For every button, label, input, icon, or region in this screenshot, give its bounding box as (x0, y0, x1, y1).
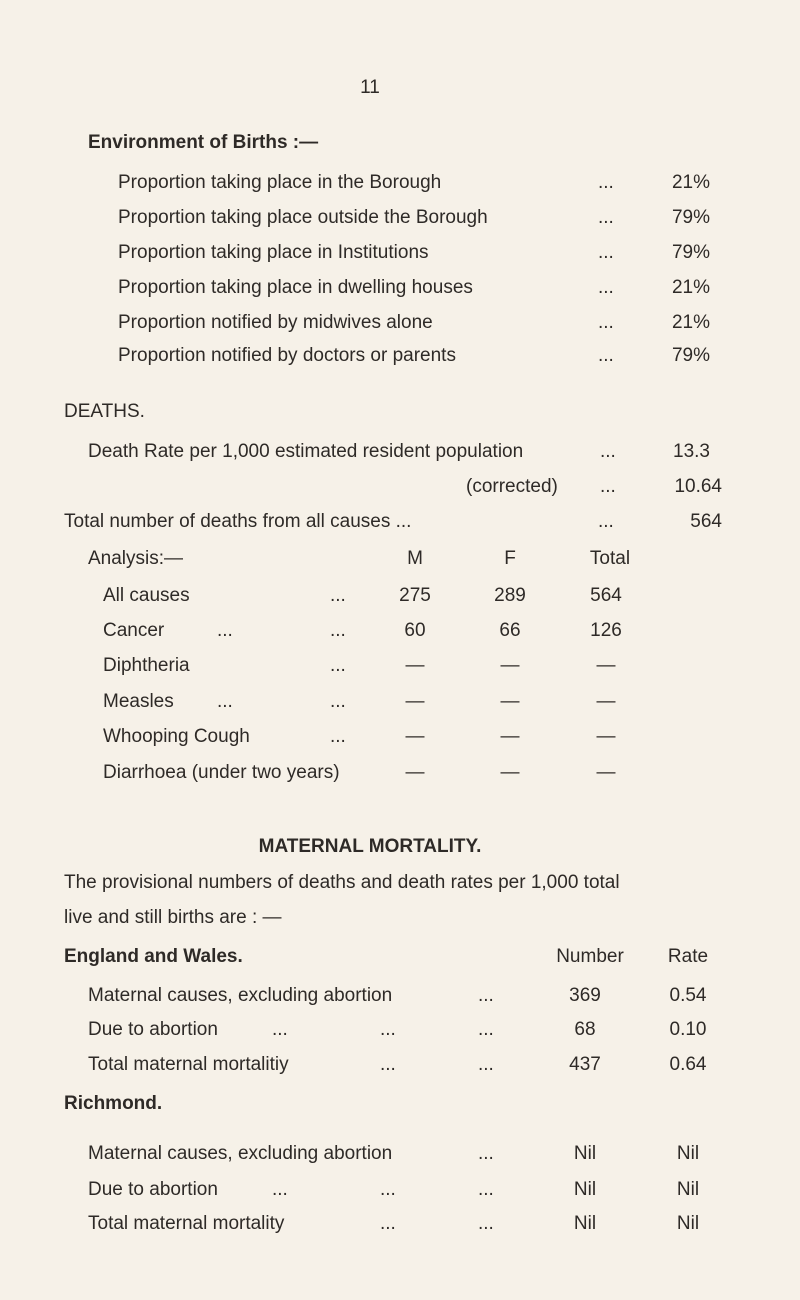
births-row-label: Proportion taking place outside the Borough (118, 207, 488, 228)
leader-dots: ... (598, 277, 614, 298)
analysis-f: 66 (499, 620, 521, 641)
leader-dots: ... (330, 655, 346, 676)
maternal-number: Nil (573, 1213, 597, 1234)
leader-dots: ... (217, 620, 233, 641)
births-row-label: Proportion notified by midwives alone (118, 312, 433, 333)
analysis-f: — (500, 762, 520, 783)
analysis-m: — (405, 762, 425, 783)
maternal-row-label: Total maternal mortality (88, 1213, 285, 1234)
leader-dots: ... (272, 1179, 288, 1200)
leader-dots: ... (600, 476, 616, 497)
col-header-f: F (504, 548, 516, 569)
analysis-total: 564 (590, 585, 622, 606)
maternal-row-label: Maternal causes, excluding abortion (88, 1143, 393, 1164)
leader-dots: ... (330, 585, 346, 606)
col-header-m: M (407, 548, 423, 569)
analysis-row-label: Measles (103, 691, 174, 712)
maternal-row-label: Maternal causes, excluding abortion (88, 985, 393, 1006)
analysis-f: — (500, 691, 520, 712)
maternal-rate: 0.54 (669, 985, 707, 1006)
deaths-heading: DEATHS. (64, 401, 145, 422)
births-row-value: 79% (671, 345, 710, 366)
analysis-total: — (596, 691, 616, 712)
leader-dots: ... (380, 1054, 396, 1075)
births-row-label: Proportion taking place in dwelling houses (118, 277, 473, 298)
leader-dots: ... (478, 1019, 494, 1040)
leader-dots: ... (600, 441, 616, 462)
maternal-intro-line2: live and still births are : — (64, 907, 282, 928)
leader-dots: ... (272, 1019, 288, 1040)
leader-dots: ... (478, 1179, 494, 1200)
maternal-heading: MATERNAL MORTALITY. (258, 836, 482, 857)
analysis-total: — (596, 726, 616, 747)
leader-dots: ... (598, 242, 614, 263)
analysis-label: Analysis:— (88, 548, 184, 569)
analysis-f: — (500, 655, 520, 676)
leader-dots: ... (380, 1213, 396, 1234)
leader-dots: ... (598, 345, 614, 366)
births-row-value: 21% (671, 312, 710, 333)
analysis-row-label: All causes (103, 585, 190, 606)
col-header-rate: Rate (667, 946, 709, 967)
analysis-m: 275 (399, 585, 431, 606)
maternal-rate: Nil (676, 1213, 700, 1234)
leader-dots: ... (598, 172, 614, 193)
births-row-label: Proportion taking place in Institutions (118, 242, 429, 263)
births-row-value: 21% (671, 172, 710, 193)
leader-dots: ... (598, 312, 614, 333)
maternal-rate: 0.10 (669, 1019, 707, 1040)
maternal-rate: Nil (676, 1143, 700, 1164)
analysis-row-label: Diarrhoea (under two years) (103, 762, 340, 783)
analysis-total: 126 (590, 620, 622, 641)
corrected-label: (corrected) (466, 476, 558, 497)
births-row-label: Proportion notified by doctors or parents (118, 345, 456, 366)
leader-dots: ... (598, 207, 614, 228)
col-header-total: Total (589, 548, 631, 569)
maternal-intro-line1: The provisional numbers of deaths and death rates per 1,000 total (64, 872, 620, 893)
births-row-label: Proportion taking place in the Borough (118, 172, 442, 193)
leader-dots: ... (478, 985, 494, 1006)
england-heading: England and Wales. (64, 946, 243, 967)
richmond-heading: Richmond. (64, 1093, 163, 1114)
leader-dots: ... (330, 691, 346, 712)
page-number: 11 (360, 77, 380, 98)
analysis-m: — (405, 691, 425, 712)
maternal-number: Nil (573, 1179, 597, 1200)
analysis-row-label: Cancer (103, 620, 165, 641)
maternal-number: 369 (569, 985, 601, 1006)
leader-dots: ... (478, 1054, 494, 1075)
total-deaths-label: Total number of deaths from all causes ... (64, 511, 412, 532)
births-heading: Environment of Births :— (88, 132, 319, 153)
corrected-value: 10.64 (674, 476, 722, 497)
maternal-number: 68 (574, 1019, 596, 1040)
col-header-number: Number (556, 946, 624, 967)
maternal-row-label: Due to abortion (88, 1179, 218, 1200)
leader-dots: ... (330, 620, 346, 641)
leader-dots: ... (598, 511, 614, 532)
analysis-row-label: Diphtheria (103, 655, 190, 676)
leader-dots: ... (380, 1179, 396, 1200)
analysis-m: 60 (404, 620, 426, 641)
analysis-m: — (405, 655, 425, 676)
births-row-value: 21% (671, 277, 710, 298)
analysis-total: — (596, 655, 616, 676)
leader-dots: ... (380, 1019, 396, 1040)
maternal-row-label: Total maternal mortalitiy (88, 1054, 289, 1075)
leader-dots: ... (330, 726, 346, 747)
leader-dots: ... (217, 691, 233, 712)
maternal-number: 437 (569, 1054, 601, 1075)
death-rate-value: 13.3 (673, 441, 710, 462)
analysis-total: — (596, 762, 616, 783)
leader-dots: ... (478, 1213, 494, 1234)
maternal-rate: Nil (676, 1179, 700, 1200)
maternal-number: Nil (573, 1143, 597, 1164)
analysis-m: — (405, 726, 425, 747)
death-rate-label: Death Rate per 1,000 estimated resident population (88, 441, 524, 462)
analysis-row-label: Whooping Cough (103, 726, 250, 747)
births-row-value: 79% (671, 207, 710, 228)
analysis-f: — (500, 726, 520, 747)
maternal-rate: 0.64 (669, 1054, 707, 1075)
analysis-f: 289 (494, 585, 526, 606)
leader-dots: ... (478, 1143, 494, 1164)
maternal-row-label: Due to abortion (88, 1019, 218, 1040)
total-deaths-value: 564 (690, 511, 722, 532)
births-row-value: 79% (671, 242, 710, 263)
